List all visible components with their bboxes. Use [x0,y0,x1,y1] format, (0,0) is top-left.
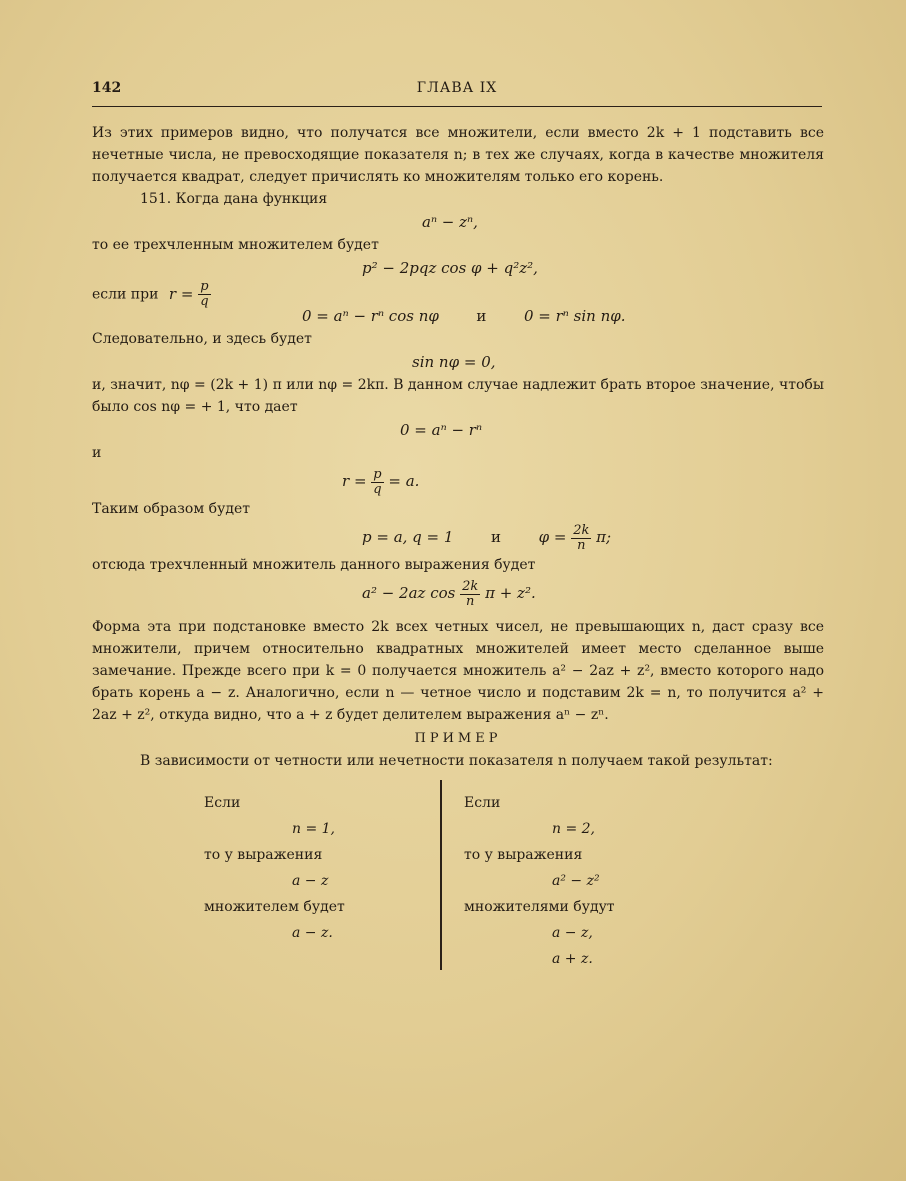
paragraph-3: то ее трехчленным множителем будет [92,237,379,253]
right-line-1: Если [464,795,501,811]
formula-2: p² − 2pqz cos φ + q²z², [362,259,538,277]
frac-num: p [200,279,209,294]
condition-text: если при [92,286,159,303]
left-line-1: Если [204,795,241,811]
paragraph-8: Форма эта при подстановке вместо 2k всех четных чисел, не превышающих n, даст сразу все множители, причем относительно квадратных множителей имеет место сделанное выше замечание. Прежде всего при k = 0 получается множитель a² − 2az + z², вместо которого надо брать корень a − z. Аналогично, если n — четное число и подставим 2k = n, то получится a² + 2az + z², откуда видно, что a + z будет делителем выражения aⁿ − zⁿ. [92,619,824,723]
right-line-3: то у выражения [464,847,583,863]
frac-den: q [200,294,209,309]
formula-5: sin nφ = 0, [412,353,496,371]
formula-4b: 0 = rⁿ sin nφ. [523,307,626,325]
condition-line [92,279,824,309]
formula-9 [92,576,824,610]
example-title: ПРИМЕР [414,731,502,746]
formula-9b: π + z². [485,584,536,602]
frac-num: p [373,466,382,482]
right-line-2: n = 2, [552,821,596,837]
fraction-2k-n-2 [460,580,480,609]
right-line-6: a − z, [552,925,593,941]
left-line-5: множителем будет [204,899,345,915]
fraction-p-q [198,280,210,309]
formula-1: aⁿ − zⁿ, [422,213,478,231]
frac-den: q [373,481,382,497]
right-line-7: a + z. [552,951,593,967]
left-line-2: n = 1, [292,821,336,837]
formula-8 [92,520,824,554]
paragraph-6: Таким образом будет [92,501,250,517]
frac-num: 2k [573,522,590,538]
conj-and: и [476,307,487,325]
page-body [92,122,824,970]
formula-9a: a² − 2az cos [362,584,456,602]
right-line-5: множителями будут [464,899,615,915]
left-column [204,790,424,946]
fraction-p-q-2 [371,468,383,497]
right-column [464,790,684,972]
example-columns [92,780,824,970]
formula-6: 0 = aⁿ − rⁿ [400,421,483,439]
paragraph-9: В зависимости от четности или нечетности показателя n получаем такой результат: [140,753,773,769]
conj-and-2: и [92,445,102,461]
paragraph-4: Следовательно, и здесь будет [92,331,312,347]
frac-num: 2k [462,578,479,594]
left-line-6: a − z. [292,925,333,941]
paragraph-1: Из этих примеров видно, что получатся все множители, если вместо 2k + 1 подставить все нечетные числа, не превосходящие показателя n; в тех же случаях, когда в качестве множителя получается квадрат, следует причислять ко множителям только его корень. [92,125,824,185]
r-equals: r = [168,284,194,303]
paragraph-2: 151. Когда дана функция [140,191,328,207]
formula-4a: 0 = aⁿ − rⁿ cos nφ [302,307,439,325]
paragraph-7: отсюда трехчленный множитель данного выражения будет [92,557,536,573]
left-line-4: a − z [292,873,329,889]
fraction-2k-n [571,524,591,553]
page-header [92,80,822,107]
formula-7-end: = a. [388,472,420,490]
frac-den: n [466,593,475,609]
formula-8b: φ = [538,528,567,546]
left-line-3: то у выражения [204,847,323,863]
formula-8a: p = a, q = 1 [362,528,454,546]
formula-8c: π; [596,528,612,546]
formula-7-r: r = [342,472,367,490]
paragraph-5: и, значит, nφ = (2k + 1) π или nφ = 2kπ. В данном случае надлежит брать второе значение, чтобы было cos nφ = + 1, что дает [92,377,824,415]
page-number: 142 [92,80,122,96]
column-divider [440,780,442,970]
frac-den: n [577,537,586,553]
chapter-title: ГЛАВА IX [416,80,498,96]
right-line-4: a² − z² [552,873,600,889]
conj-and-3: и [491,528,501,546]
formula-7 [92,464,824,498]
